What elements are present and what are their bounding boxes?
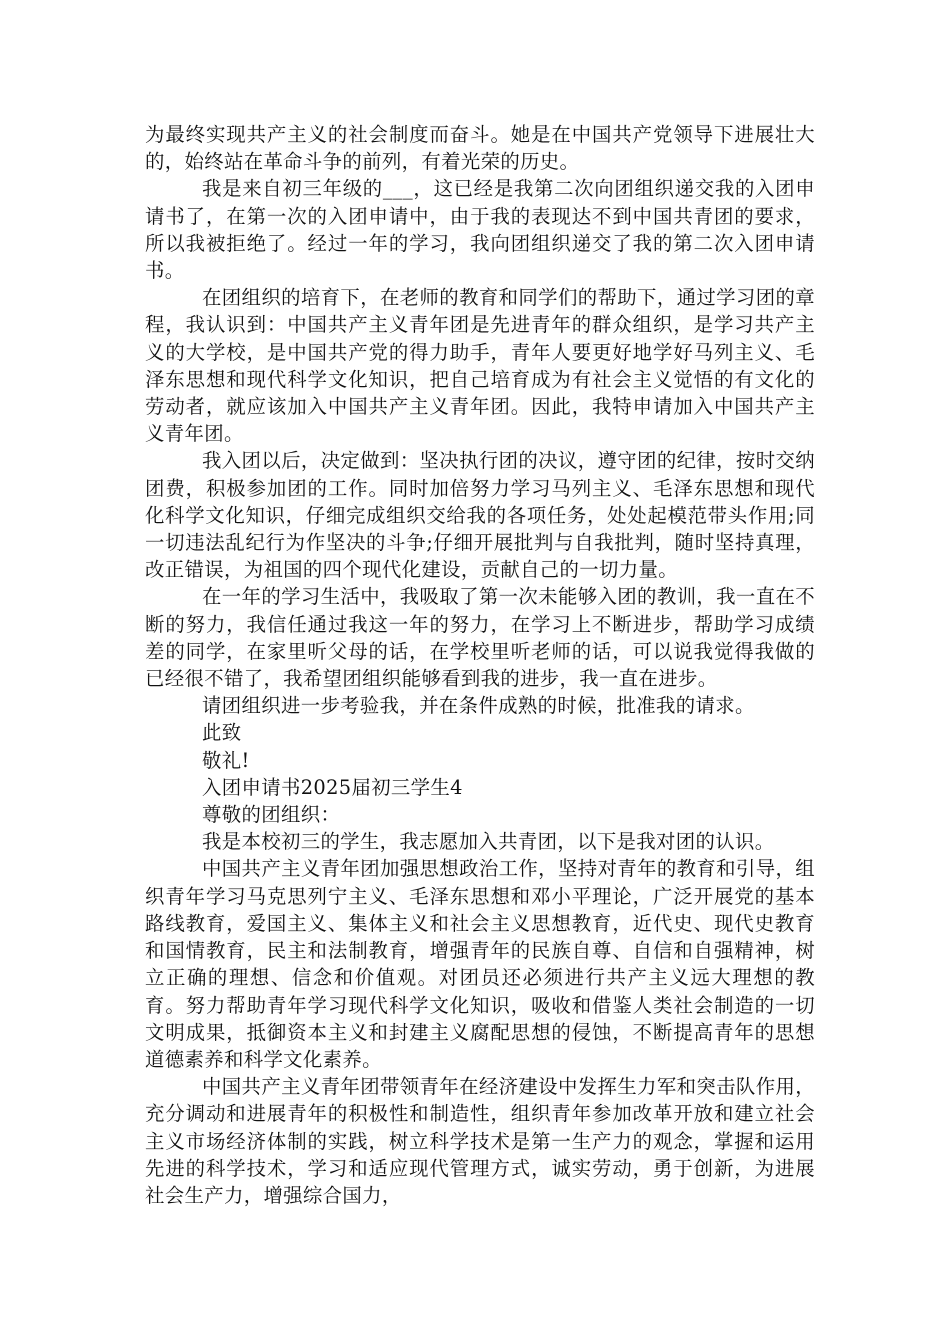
paragraph-4: 我入团以后，决定做到：坚决执行团的决议，遵守团的纪律，按时交纳团费，积极参加团的工作。同时加倍努力学习马列主义、毛泽东思想和现代化科学文化知识，仔细完成组织交给我的各项任务，处处起模范带头作用;同一切违法乱纪行为作坚决的斗争;仔细开展批判与自我批判，随时坚持真理，改正错误，为祖国的四个现代化建设，贡献自己的一切力量。 — [145, 449, 815, 582]
document-body — [145, 121, 815, 1209]
paragraph-5: 在一年的学习生活中，我吸取了第一次未能够入团的教训，我一直在不断的努力，我信任通过我这一年的努力，在学习上不断进步，帮助学习成绩差的同学，在家里听父母的话，在学校里听老师的话，可以说我觉得我做的已经很不错了，我希望团组织能够看到我的进步，我一直在进步。 — [145, 585, 815, 691]
paragraph-education: 中国共产主义青年团加强思想政治工作，坚持对青年的教育和引导，组织青年学习马克思列宁主义、毛泽东思想和邓小平理论，广泛开展党的基本路线教育，爱国主义、集体主义和社会主义思想教育，近代史、现代史教育和国情教育，民主和法制教育，增强青年的民族自尊、自信和自强精神，树立正确的理想、信念和价值观。对团员还必须进行共产主义远大理想的教育。努力帮助青年学习现代科学文化知识，吸收和借鉴人类社会制造的一切文明成果，抵御资本主义和封建主义腐配思想的侵蚀，不断提高青年的思想道德素养和科学文化素养。 — [145, 857, 815, 1071]
paragraph-intro: 我是本校初三的学生，我志愿加入共青团，以下是我对团的认识。 — [202, 830, 775, 854]
closing-regards: 敬礼! — [202, 748, 250, 772]
section-heading: 入团申请书2025届初三学生4 — [202, 775, 463, 799]
paragraph-2: 我是来自初三年级的___，这已经是我第二次向团组织递交我的入团申请书了，在第一次的入团申请中，由于我的表现达不到中国共青团的要求，所以我被拒绝了。经过一年的学习，我向团组织递交了我的第二次入团申请书。 — [145, 177, 815, 283]
paragraph-1: 为最终实现共产主义的社会制度而奋斗。她是在中国共产党领导下进展壮大的，始终站在革命斗争的前列，有着光荣的历史。 — [145, 123, 815, 174]
greeting: 尊敬的团组织： — [202, 803, 341, 827]
paragraph-economy: 中国共产主义青年团带领青年在经济建设中发挥生力军和突击队作用，充分调动和进展青年的积极性和制造性，组织青年参加改革开放和建立社会主义市场经济体制的实践，树立科学技术是第一生产力的观念，掌握和运用先进的科学技术，学习和适应现代管理方式，诚实劳动，勇于创新，为进展社会生产力，增强综合国力， — [145, 1075, 815, 1207]
paragraph-3: 在团组织的培育下，在老师的教育和同学们的帮助下，通过学习团的章程，我认识到：中国共产主义青年团是先进青年的群众组织，是学习共产主义的大学校，是中国共产党的得力助手，青年人要更好地学好马列主义、毛泽东思想和现代科学文化知识，把自己培育成为有社会主义觉悟的有文化的劳动者，就应该加入中国共产主义青年团。因此，我特申请加入中国共产主义青年团。 — [145, 286, 815, 446]
closing-salutation: 此致 — [202, 721, 242, 745]
paragraph-request: 请团组织进一步考验我，并在条件成熟的时候，批准我的请求。 — [202, 694, 755, 718]
